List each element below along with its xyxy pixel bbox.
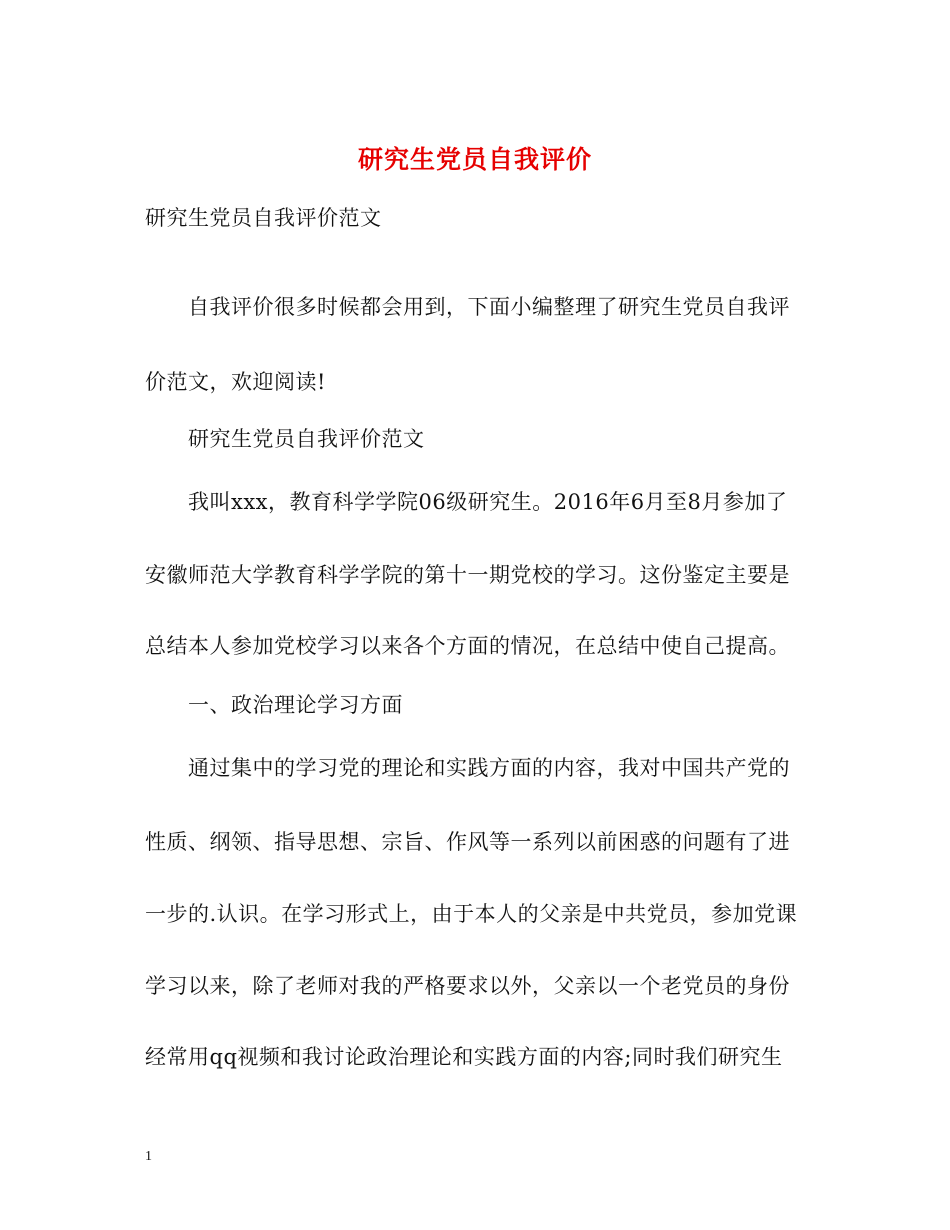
paragraph-line: 安徽师范大学教育科学学院的第十一期党校的学习。这份鉴定主要是	[145, 563, 790, 587]
paragraph-line: 性质、纲领、指导思想、宗旨、作风等一系列以前困惑的问题有了进	[145, 830, 790, 854]
page-number: 1	[145, 1149, 152, 1164]
paragraph-line: 价范文，欢迎阅读!	[145, 370, 326, 394]
paragraph-line: 通过集中的学习党的理论和实践方面的内容，我对中国共产党的	[188, 756, 790, 780]
section-heading-line: 研究生党员自我评价范文	[188, 427, 425, 451]
paragraph-line: 一步的.认识。在学习形式上，由于本人的父亲是中共党员，参加党课	[145, 902, 798, 926]
paragraph-line: 自我评价很多时候都会用到，下面小编整理了研究生党员自我评	[188, 295, 790, 319]
paragraph-line: 我叫xxx，教育科学学院06级研究生。2016年6月至8月参加了	[188, 490, 788, 514]
document-title: 研究生党员自我评价	[357, 145, 592, 174]
section-heading-line: 一、政治理论学习方面	[188, 693, 403, 717]
paragraph-line: 总结本人参加党校学习以来各个方面的情况，在总结中使自己提高。	[145, 634, 790, 658]
subtitle-line: 研究生党员自我评价范文	[145, 206, 382, 230]
paragraph-line: 学习以来，除了老师对我的严格要求以外，父亲以一个老党员的身份	[145, 974, 790, 998]
paragraph-line: 经常用qq视频和我讨论政治理论和实践方面的内容;同时我们研究生	[145, 1045, 783, 1069]
